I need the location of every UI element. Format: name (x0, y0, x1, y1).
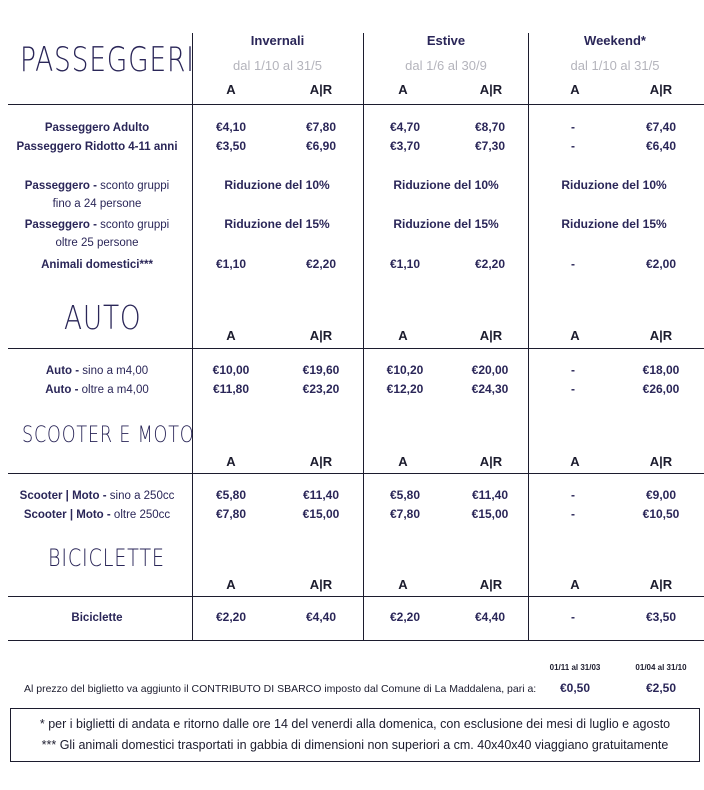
price-winter-ar: €19,60 (302, 363, 340, 377)
subheader-ar: A|R (309, 454, 333, 469)
season-period-winter: dal 1/10 al 31/5 (233, 58, 322, 73)
subheader-a: A (226, 328, 236, 343)
season-header-summer: Estive (426, 33, 466, 48)
price-weekend-a: - (571, 488, 575, 502)
landing-fee-text: Al prezzo del biglietto va aggiunto il CONTRIBUTO DI SBARCO imposto dal Comune di La Maddalena, pari a: (24, 683, 537, 695)
table-row-car-long (0, 381, 704, 399)
row-label: Passeggero - sconto gruppi oltre 25 persone (24, 219, 170, 249)
price-summer-a: €5,80 (389, 488, 421, 502)
price-weekend-a: - (571, 610, 575, 624)
section-title-scooters: SCOOTER E MOTO (22, 423, 195, 448)
price-summer-ar: €24,30 (471, 382, 509, 396)
subheader-ar: A|R (479, 577, 503, 592)
discount-winter: Riduzione del 10% (224, 178, 330, 192)
row-label: Passeggero - sconto gruppi fino a 24 persone (24, 180, 170, 210)
table-row-group-discount-24 (0, 177, 704, 213)
row-label: Scooter | Moto - sino a 250cc (19, 490, 175, 502)
price-summer-ar: €7,30 (474, 139, 506, 153)
row-label: Biciclette (71, 612, 123, 624)
landing-fee-value-2: €2,50 (645, 681, 677, 695)
price-weekend-ar: €2,00 (645, 257, 677, 271)
price-summer-a: €3,70 (389, 139, 421, 153)
subheader-ar: A|R (479, 454, 503, 469)
subheader-ar: A|R (309, 328, 333, 343)
landing-fee-value-1: €0,50 (559, 681, 591, 695)
price-summer-a: €12,20 (386, 382, 424, 396)
price-weekend-ar: €6,40 (645, 139, 677, 153)
subheader-ar: A|R (649, 577, 673, 592)
price-summer-ar: €2,20 (474, 257, 506, 271)
price-winter-a: €7,80 (215, 507, 247, 521)
price-summer-a: €4,70 (389, 120, 421, 134)
price-winter-a: €1,10 (215, 257, 247, 271)
subheader-a: A (570, 328, 580, 343)
price-winter-a: €2,20 (215, 610, 247, 624)
price-summer-ar: €8,70 (474, 120, 506, 134)
price-weekend-a: - (571, 382, 575, 396)
subheader-a: A (570, 454, 580, 469)
subheader-a: A (226, 82, 236, 97)
discount-weekend: Riduzione del 10% (561, 178, 667, 192)
price-weekend-a: - (571, 507, 575, 521)
divider-horizontal-cars (8, 348, 704, 349)
price-summer-ar: €11,40 (471, 488, 509, 502)
subheader-a: A (570, 82, 580, 97)
price-weekend-ar: €26,00 (642, 382, 680, 396)
landing-fee-period-1: 01/11 al 31/03 (549, 663, 601, 672)
divider-horizontal-bikes (8, 596, 704, 597)
subheader-ar: A|R (649, 82, 673, 97)
price-weekend-a: - (571, 120, 575, 134)
price-weekend-ar: €9,00 (645, 488, 677, 502)
discount-summer: Riduzione del 10% (393, 178, 499, 192)
price-weekend-ar: €18,00 (642, 363, 680, 377)
price-weekend-a: - (571, 257, 575, 271)
subheader-row-passengers (0, 82, 704, 100)
price-winter-ar: €4,40 (305, 610, 337, 624)
footnotes-box (10, 708, 700, 762)
price-winter-a: €4,10 (215, 120, 247, 134)
season-period-summer: dal 1/6 al 30/9 (405, 58, 487, 73)
section-title-cars: AUTO (64, 298, 142, 337)
table-row-bike (0, 609, 704, 627)
subheader-ar: A|R (309, 82, 333, 97)
row-label: Auto - oltre a m4,00 (45, 384, 149, 396)
subheader-row-cars (0, 328, 704, 346)
price-summer-a: €1,10 (389, 257, 421, 271)
divider-horizontal-passengers (8, 104, 704, 105)
table-row-passenger-adult (0, 119, 704, 137)
table-row-pets (0, 256, 704, 274)
season-period-weekend: dal 1/10 al 31/5 (570, 58, 660, 73)
footnote-weekend: * per i biglietti di andata e ritorno dalle ore 14 del venerdi alla domenica, con esclusione dei mesi di luglio e agosto (39, 717, 671, 731)
price-summer-a: €7,80 (389, 507, 421, 521)
season-header-winter: Invernali (250, 33, 305, 48)
price-weekend-ar: €7,40 (645, 120, 677, 134)
subheader-a: A (226, 577, 236, 592)
subheader-ar: A|R (649, 328, 673, 343)
section-title-bikes: BICICLETTE (48, 544, 165, 572)
table-row-group-discount-25 (0, 216, 704, 252)
footnote-pets: *** Gli animali domestici trasportati in gabbia di dimensioni non superiori a cm. 40x40x40 viaggiano gratuitamente (41, 738, 669, 752)
price-winter-ar: €6,90 (305, 139, 337, 153)
row-label: Scooter | Moto - oltre 250cc (23, 509, 171, 521)
subheader-a: A (570, 577, 580, 592)
table-row-scooter-large (0, 506, 704, 524)
price-winter-ar: €7,80 (305, 120, 337, 134)
table-row-scooter-small (0, 487, 704, 505)
row-label: Auto - sino a m4,00 (45, 365, 149, 377)
price-winter-a: €5,80 (215, 488, 247, 502)
landing-fee-period-2: 01/04 al 31/10 (635, 663, 687, 672)
subheader-ar: A|R (309, 577, 333, 592)
subheader-ar: A|R (649, 454, 673, 469)
subheader-row-scooters (0, 454, 704, 472)
price-weekend-a: - (571, 363, 575, 377)
subheader-a: A (398, 82, 408, 97)
divider-horizontal-bottom (8, 640, 704, 641)
subheader-a: A (398, 577, 408, 592)
section-title-passengers: PASSEGGERI (20, 40, 195, 80)
price-summer-ar: €20,00 (471, 363, 509, 377)
row-label: Passeggero Adulto (44, 122, 150, 134)
subheader-ar: A|R (479, 82, 503, 97)
price-winter-ar: €15,00 (302, 507, 340, 521)
price-winter-ar: €23,20 (302, 382, 340, 396)
discount-winter: Riduzione del 15% (224, 217, 330, 231)
subheader-a: A (226, 454, 236, 469)
price-weekend-ar: €3,50 (645, 610, 677, 624)
subheader-a: A (398, 328, 408, 343)
discount-weekend: Riduzione del 15% (561, 217, 667, 231)
subheader-row-bikes (0, 577, 704, 595)
table-row-passenger-reduced (0, 138, 704, 156)
price-weekend-ar: €10,50 (642, 507, 680, 521)
price-summer-a: €2,20 (389, 610, 421, 624)
season-header-weekend: Weekend* (584, 33, 646, 48)
row-label: Animali domestici*** (41, 259, 153, 271)
price-winter-a: €3,50 (215, 139, 247, 153)
price-summer-a: €10,20 (386, 363, 424, 377)
price-winter-a: €10,00 (212, 363, 250, 377)
price-weekend-a: - (571, 139, 575, 153)
row-label: Passeggero Ridotto 4-11 anni (16, 141, 178, 153)
subheader-a: A (398, 454, 408, 469)
price-winter-a: €11,80 (212, 382, 250, 396)
divider-horizontal-scooters (8, 473, 704, 474)
price-winter-ar: €2,20 (305, 257, 337, 271)
price-summer-ar: €15,00 (471, 507, 509, 521)
price-winter-ar: €11,40 (302, 488, 340, 502)
price-summer-ar: €4,40 (474, 610, 506, 624)
table-row-car-short (0, 362, 704, 380)
subheader-ar: A|R (479, 328, 503, 343)
discount-summer: Riduzione del 15% (393, 217, 499, 231)
